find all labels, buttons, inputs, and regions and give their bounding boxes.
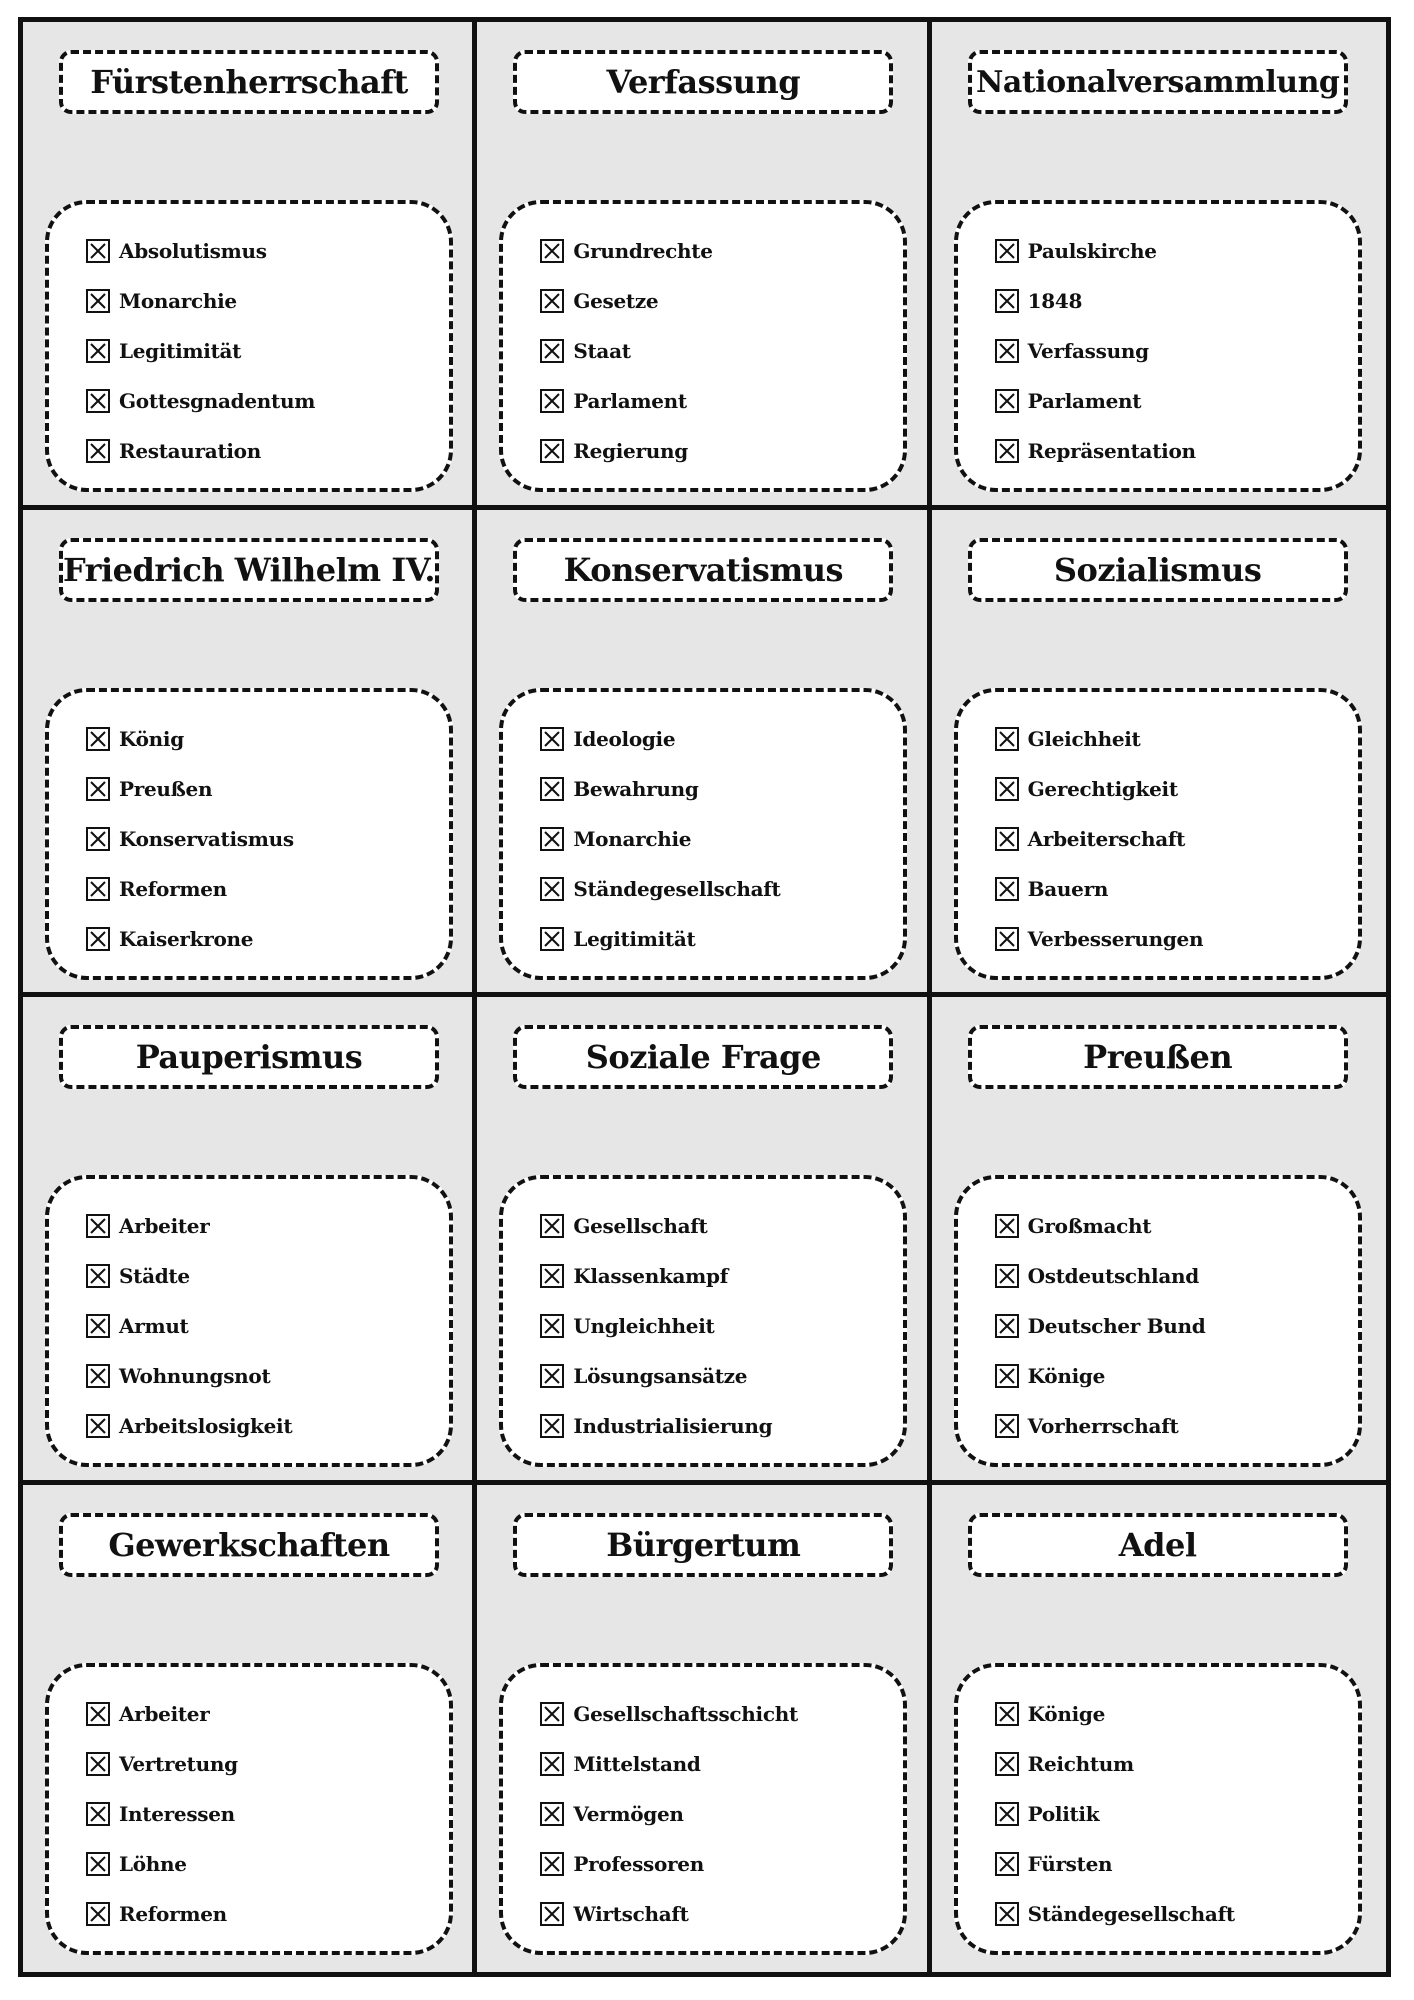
forbidden-word-label: Ostdeutschland xyxy=(1027,1264,1199,1288)
card-term: Sozialismus xyxy=(968,538,1348,602)
taboo-card xyxy=(932,1485,1386,1973)
ballot-box-with-x-icon xyxy=(539,926,565,952)
ballot-box-with-x-icon xyxy=(994,1413,1020,1439)
forbidden-word-label: Parlament xyxy=(1027,389,1142,413)
card-term: Adel xyxy=(968,1513,1348,1577)
forbidden-word-label: Gerechtigkeit xyxy=(1027,776,1178,801)
forbidden-word-label: Löhne xyxy=(119,1851,187,1876)
forbidden-word-item xyxy=(85,714,449,764)
forbidden-word-label: Paulskirche xyxy=(1027,239,1157,263)
forbidden-word-item xyxy=(85,1401,449,1451)
ballot-box-with-x-icon xyxy=(539,1363,565,1389)
ballot-box-with-x-icon xyxy=(539,1751,565,1777)
forbidden-word-item xyxy=(539,226,903,276)
forbidden-word-item xyxy=(994,714,1358,764)
taboo-card xyxy=(932,510,1386,998)
forbidden-word-label: Arbeiterschaft xyxy=(1027,826,1186,851)
forbidden-word-label: Grundrechte xyxy=(573,239,713,263)
forbidden-word-item xyxy=(539,914,903,964)
ballot-box-with-x-icon xyxy=(994,826,1020,852)
ballot-box-with-x-icon xyxy=(539,338,565,364)
forbidden-word-label: Fürsten xyxy=(1027,1851,1113,1876)
taboo-card xyxy=(477,510,931,998)
forbidden-word-item xyxy=(539,326,903,376)
forbidden-word-item xyxy=(539,426,903,476)
forbidden-words-list xyxy=(954,1663,1362,1955)
taboo-card xyxy=(23,1485,477,1973)
taboo-card xyxy=(477,1485,931,1973)
forbidden-word-label: Städte xyxy=(119,1264,190,1288)
forbidden-word-item xyxy=(994,1401,1358,1451)
forbidden-word-label: Ständegesellschaft xyxy=(1027,1901,1235,1926)
card-term: Bürgertum xyxy=(513,1513,893,1577)
ballot-box-with-x-icon xyxy=(994,438,1020,464)
taboo-card xyxy=(23,510,477,998)
forbidden-word-item xyxy=(539,1889,903,1939)
forbidden-word-label: Ständegesellschaft xyxy=(573,876,781,901)
ballot-box-with-x-icon xyxy=(994,288,1020,314)
ballot-box-with-x-icon xyxy=(539,1801,565,1827)
forbidden-word-label: Interessen xyxy=(119,1801,235,1826)
ballot-box-with-x-icon xyxy=(539,1901,565,1927)
ballot-box-with-x-icon xyxy=(994,1751,1020,1777)
forbidden-word-item xyxy=(85,1839,449,1889)
forbidden-word-label: Parlament xyxy=(573,389,687,413)
forbidden-word-item xyxy=(994,764,1358,814)
forbidden-word-label: Deutscher Bund xyxy=(1027,1314,1206,1338)
forbidden-word-label: Kaiserkrone xyxy=(119,926,254,951)
card-term: Fürstenherrschaft xyxy=(59,50,439,114)
forbidden-words-list xyxy=(45,688,453,980)
forbidden-word-label: Gesellschaftsschicht xyxy=(573,1701,798,1726)
forbidden-word-item xyxy=(85,914,449,964)
forbidden-word-item xyxy=(994,1789,1358,1839)
ballot-box-with-x-icon xyxy=(85,1263,111,1289)
forbidden-word-label: Gottesgnadentum xyxy=(119,389,316,413)
forbidden-word-item xyxy=(85,326,449,376)
ballot-box-with-x-icon xyxy=(994,726,1020,752)
forbidden-word-label: Ungleichheit xyxy=(573,1314,715,1338)
forbidden-word-item xyxy=(994,1251,1358,1301)
forbidden-word-item xyxy=(85,1351,449,1401)
forbidden-word-label: Arbeitslosigkeit xyxy=(119,1414,293,1438)
card-term: Pauperismus xyxy=(59,1025,439,1089)
forbidden-word-label: Großmacht xyxy=(1027,1214,1152,1238)
forbidden-word-label: Bewahrung xyxy=(573,776,699,801)
forbidden-word-label: Professoren xyxy=(573,1851,704,1876)
forbidden-word-item xyxy=(85,1301,449,1351)
forbidden-word-label: 1848 xyxy=(1027,289,1083,313)
forbidden-word-label: Gesellschaft xyxy=(573,1214,708,1238)
forbidden-words-list xyxy=(499,1663,907,1955)
ballot-box-with-x-icon xyxy=(85,1751,111,1777)
ballot-box-with-x-icon xyxy=(994,1313,1020,1339)
forbidden-word-label: Vermögen xyxy=(573,1801,684,1826)
forbidden-word-label: Preußen xyxy=(119,776,213,801)
ballot-box-with-x-icon xyxy=(85,1701,111,1727)
forbidden-word-item xyxy=(85,1251,449,1301)
forbidden-word-label: Mittelstand xyxy=(573,1751,701,1776)
forbidden-word-label: Regierung xyxy=(573,439,688,463)
taboo-card xyxy=(23,997,477,1485)
forbidden-word-label: Politik xyxy=(1027,1801,1100,1826)
forbidden-word-item xyxy=(539,814,903,864)
card-term: Gewerkschaften xyxy=(59,1513,439,1577)
forbidden-word-item xyxy=(85,1201,449,1251)
ballot-box-with-x-icon xyxy=(994,1263,1020,1289)
forbidden-word-item xyxy=(539,1839,903,1889)
ballot-box-with-x-icon xyxy=(994,338,1020,364)
forbidden-word-item xyxy=(994,1301,1358,1351)
taboo-card xyxy=(477,22,931,510)
forbidden-word-label: Bauern xyxy=(1027,876,1109,901)
ballot-box-with-x-icon xyxy=(539,826,565,852)
forbidden-word-item xyxy=(994,1889,1358,1939)
forbidden-words-list xyxy=(499,688,907,980)
forbidden-words-list xyxy=(954,688,1362,980)
taboo-card-sheet xyxy=(18,17,1391,1977)
forbidden-word-label: König xyxy=(119,726,184,751)
ballot-box-with-x-icon xyxy=(539,288,565,314)
forbidden-word-label: Monarchie xyxy=(573,826,692,851)
forbidden-word-item xyxy=(994,376,1358,426)
forbidden-word-item xyxy=(994,1839,1358,1889)
ballot-box-with-x-icon xyxy=(539,238,565,264)
forbidden-word-label: Verbesserungen xyxy=(1027,926,1204,951)
forbidden-word-label: Arbeiter xyxy=(119,1701,210,1726)
forbidden-word-label: Lösungsansätze xyxy=(573,1364,748,1388)
forbidden-word-item xyxy=(85,814,449,864)
taboo-card xyxy=(932,22,1386,510)
card-term: Verfassung xyxy=(513,50,893,114)
taboo-card xyxy=(477,997,931,1485)
ballot-box-with-x-icon xyxy=(85,238,111,264)
forbidden-word-label: Arbeiter xyxy=(119,1214,210,1238)
ballot-box-with-x-icon xyxy=(85,1413,111,1439)
forbidden-words-list xyxy=(45,200,453,492)
forbidden-word-item xyxy=(539,1401,903,1451)
forbidden-word-item xyxy=(994,1351,1358,1401)
forbidden-word-label: Verfassung xyxy=(1027,339,1149,363)
ballot-box-with-x-icon xyxy=(85,1901,111,1927)
ballot-box-with-x-icon xyxy=(994,238,1020,264)
ballot-box-with-x-icon xyxy=(539,1413,565,1439)
forbidden-word-label: Konservatismus xyxy=(119,826,294,851)
forbidden-word-item xyxy=(994,326,1358,376)
forbidden-word-label: Reformen xyxy=(119,1901,227,1926)
ballot-box-with-x-icon xyxy=(539,726,565,752)
forbidden-word-label: Legitimität xyxy=(573,926,696,951)
ballot-box-with-x-icon xyxy=(85,338,111,364)
forbidden-word-label: Gesetze xyxy=(573,289,659,313)
ballot-box-with-x-icon xyxy=(85,776,111,802)
forbidden-word-item xyxy=(539,714,903,764)
forbidden-word-item xyxy=(539,1351,903,1401)
ballot-box-with-x-icon xyxy=(994,1701,1020,1727)
card-term: Konservatismus xyxy=(513,538,893,602)
forbidden-word-label: Ideologie xyxy=(573,726,676,751)
forbidden-word-item xyxy=(85,1889,449,1939)
ballot-box-with-x-icon xyxy=(994,1901,1020,1927)
forbidden-word-item xyxy=(539,1201,903,1251)
ballot-box-with-x-icon xyxy=(85,1313,111,1339)
forbidden-word-item xyxy=(539,764,903,814)
forbidden-word-label: Könige xyxy=(1027,1701,1105,1726)
forbidden-words-list xyxy=(499,200,907,492)
forbidden-words-list xyxy=(954,1175,1362,1467)
ballot-box-with-x-icon xyxy=(994,876,1020,902)
forbidden-word-label: Armut xyxy=(119,1314,189,1338)
forbidden-word-item xyxy=(85,1689,449,1739)
card-term: Nationalversammlung xyxy=(968,50,1348,114)
forbidden-word-item xyxy=(85,426,449,476)
forbidden-word-label: Wohnungsnot xyxy=(119,1364,271,1388)
ballot-box-with-x-icon xyxy=(85,1851,111,1877)
forbidden-word-label: Könige xyxy=(1027,1364,1105,1388)
ballot-box-with-x-icon xyxy=(85,1363,111,1389)
ballot-box-with-x-icon xyxy=(994,776,1020,802)
forbidden-word-item xyxy=(539,1689,903,1739)
forbidden-word-label: Wirtschaft xyxy=(573,1901,689,1926)
forbidden-words-list xyxy=(499,1175,907,1467)
forbidden-word-item xyxy=(539,376,903,426)
forbidden-word-item xyxy=(539,1301,903,1351)
forbidden-word-label: Legitimität xyxy=(119,339,242,363)
forbidden-word-item xyxy=(994,226,1358,276)
ballot-box-with-x-icon xyxy=(539,1313,565,1339)
card-term: Preußen xyxy=(968,1025,1348,1089)
forbidden-word-item xyxy=(85,226,449,276)
forbidden-word-item xyxy=(539,1789,903,1839)
forbidden-word-label: Staat xyxy=(573,339,631,363)
forbidden-word-item xyxy=(994,864,1358,914)
ballot-box-with-x-icon xyxy=(994,1851,1020,1877)
ballot-box-with-x-icon xyxy=(539,438,565,464)
ballot-box-with-x-icon xyxy=(539,876,565,902)
ballot-box-with-x-icon xyxy=(994,1213,1020,1239)
forbidden-word-item xyxy=(994,814,1358,864)
card-term: Soziale Frage xyxy=(513,1025,893,1089)
forbidden-word-item xyxy=(994,1201,1358,1251)
ballot-box-with-x-icon xyxy=(539,388,565,414)
forbidden-word-label: Klassenkampf xyxy=(573,1264,729,1288)
forbidden-word-label: Restauration xyxy=(119,439,261,463)
forbidden-word-item xyxy=(994,1739,1358,1789)
forbidden-word-item xyxy=(539,1251,903,1301)
ballot-box-with-x-icon xyxy=(85,876,111,902)
forbidden-word-item xyxy=(994,276,1358,326)
ballot-box-with-x-icon xyxy=(85,726,111,752)
forbidden-word-item xyxy=(85,864,449,914)
forbidden-word-item xyxy=(85,1789,449,1839)
ballot-box-with-x-icon xyxy=(994,388,1020,414)
ballot-box-with-x-icon xyxy=(539,1213,565,1239)
ballot-box-with-x-icon xyxy=(85,826,111,852)
forbidden-word-item xyxy=(85,276,449,326)
taboo-card xyxy=(932,997,1386,1485)
ballot-box-with-x-icon xyxy=(85,1801,111,1827)
forbidden-word-label: Repräsentation xyxy=(1027,439,1196,463)
forbidden-word-item xyxy=(539,864,903,914)
forbidden-word-label: Gleichheit xyxy=(1027,726,1141,751)
forbidden-word-label: Reichtum xyxy=(1027,1751,1134,1776)
ballot-box-with-x-icon xyxy=(994,926,1020,952)
forbidden-word-label: Industrialisierung xyxy=(573,1414,773,1438)
ballot-box-with-x-icon xyxy=(85,926,111,952)
ballot-box-with-x-icon xyxy=(994,1801,1020,1827)
forbidden-word-item xyxy=(994,1689,1358,1739)
forbidden-word-item xyxy=(994,426,1358,476)
ballot-box-with-x-icon xyxy=(539,776,565,802)
forbidden-word-label: Vertretung xyxy=(119,1751,238,1776)
ballot-box-with-x-icon xyxy=(539,1851,565,1877)
forbidden-word-item xyxy=(85,1739,449,1789)
forbidden-word-label: Vorherrschaft xyxy=(1027,1414,1179,1438)
ballot-box-with-x-icon xyxy=(85,388,111,414)
forbidden-word-label: Absolutismus xyxy=(119,239,267,263)
ballot-box-with-x-icon xyxy=(85,438,111,464)
ballot-box-with-x-icon xyxy=(85,1213,111,1239)
forbidden-word-label: Monarchie xyxy=(119,289,237,313)
taboo-card xyxy=(23,22,477,510)
ballot-box-with-x-icon xyxy=(539,1263,565,1289)
ballot-box-with-x-icon xyxy=(994,1363,1020,1389)
forbidden-word-label: Reformen xyxy=(119,876,227,901)
ballot-box-with-x-icon xyxy=(539,1701,565,1727)
card-term: Friedrich Wilhelm IV. xyxy=(59,538,439,602)
forbidden-words-list xyxy=(45,1175,453,1467)
forbidden-word-item xyxy=(994,914,1358,964)
forbidden-word-item xyxy=(539,276,903,326)
ballot-box-with-x-icon xyxy=(85,288,111,314)
forbidden-word-item xyxy=(85,764,449,814)
forbidden-word-item xyxy=(539,1739,903,1789)
forbidden-word-item xyxy=(85,376,449,426)
forbidden-words-list xyxy=(954,200,1362,492)
forbidden-words-list xyxy=(45,1663,453,1955)
